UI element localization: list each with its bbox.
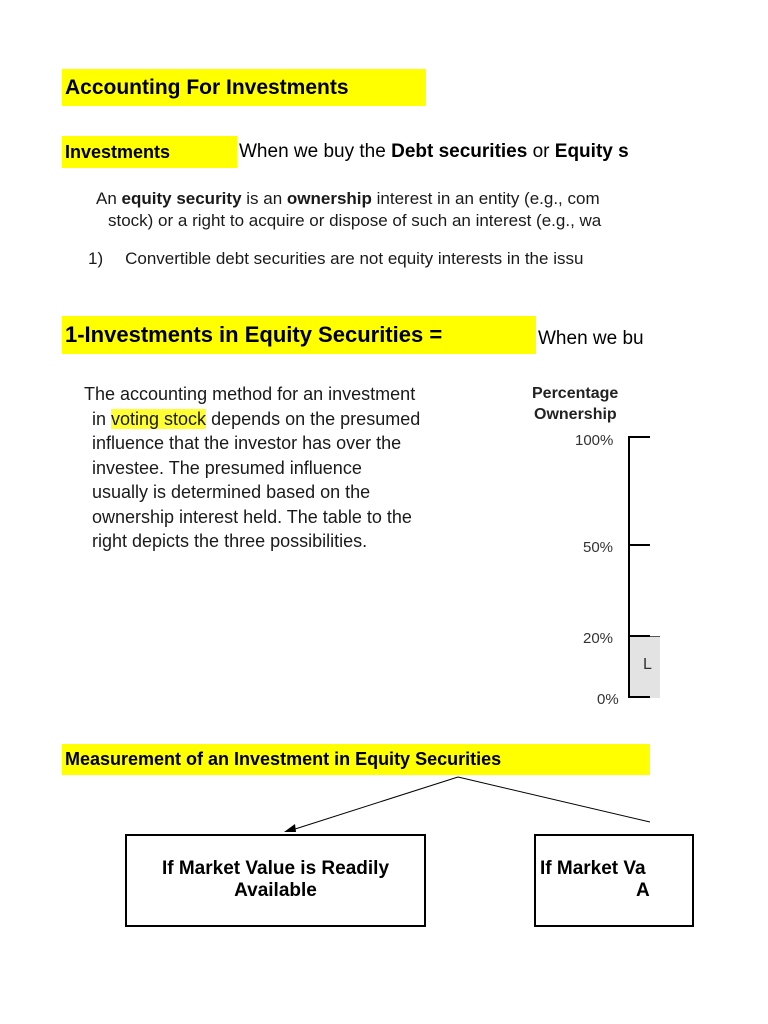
convertible-note: 1) Convertible debt securities are not equity interests in the issu [88, 249, 584, 268]
market-value-unavailable-box: If Market Va A [534, 834, 694, 927]
arrow-to-box2 [458, 777, 650, 822]
ownership-box-letter: L [643, 656, 652, 673]
arrow-to-box1 [292, 777, 458, 830]
tick-label-50: 50% [583, 539, 614, 556]
accounting-method-paragraph: The accounting method for an investment in voting stock depends on the presumed influence that the investor has over the investee. The presumed influence usually is determined based on the ownership interest held. The table to the right depicts the three possibilities. [84, 384, 421, 551]
investments-description: When we buy the Debt securities or Equity s [239, 141, 629, 162]
investments-label: Investments [62, 136, 237, 168]
section-side-text: When we bu [538, 328, 644, 349]
arrowhead-box1 [284, 824, 296, 832]
tick-label-100: 100% [575, 432, 614, 449]
tick-label-0: 0% [597, 691, 619, 708]
section-heading-equity: 1-Investments in Equity Securities = [62, 316, 536, 354]
document-title: Accounting For Investments [62, 69, 426, 106]
ownership-chart-title: Percentage Ownership [532, 385, 619, 423]
voting-stock-highlight: voting stock [111, 408, 207, 429]
tick-label-20: 20% [583, 630, 614, 647]
market-value-available-box: If Market Value is Readily Available [125, 834, 426, 927]
measurement-heading: Measurement of an Investment in Equity Securities [62, 744, 650, 775]
equity-definition: An equity security is an ownership interest in an entity (e.g., com stock) or a right to acquire or dispose of such an interest (e.g., wa [96, 189, 602, 230]
